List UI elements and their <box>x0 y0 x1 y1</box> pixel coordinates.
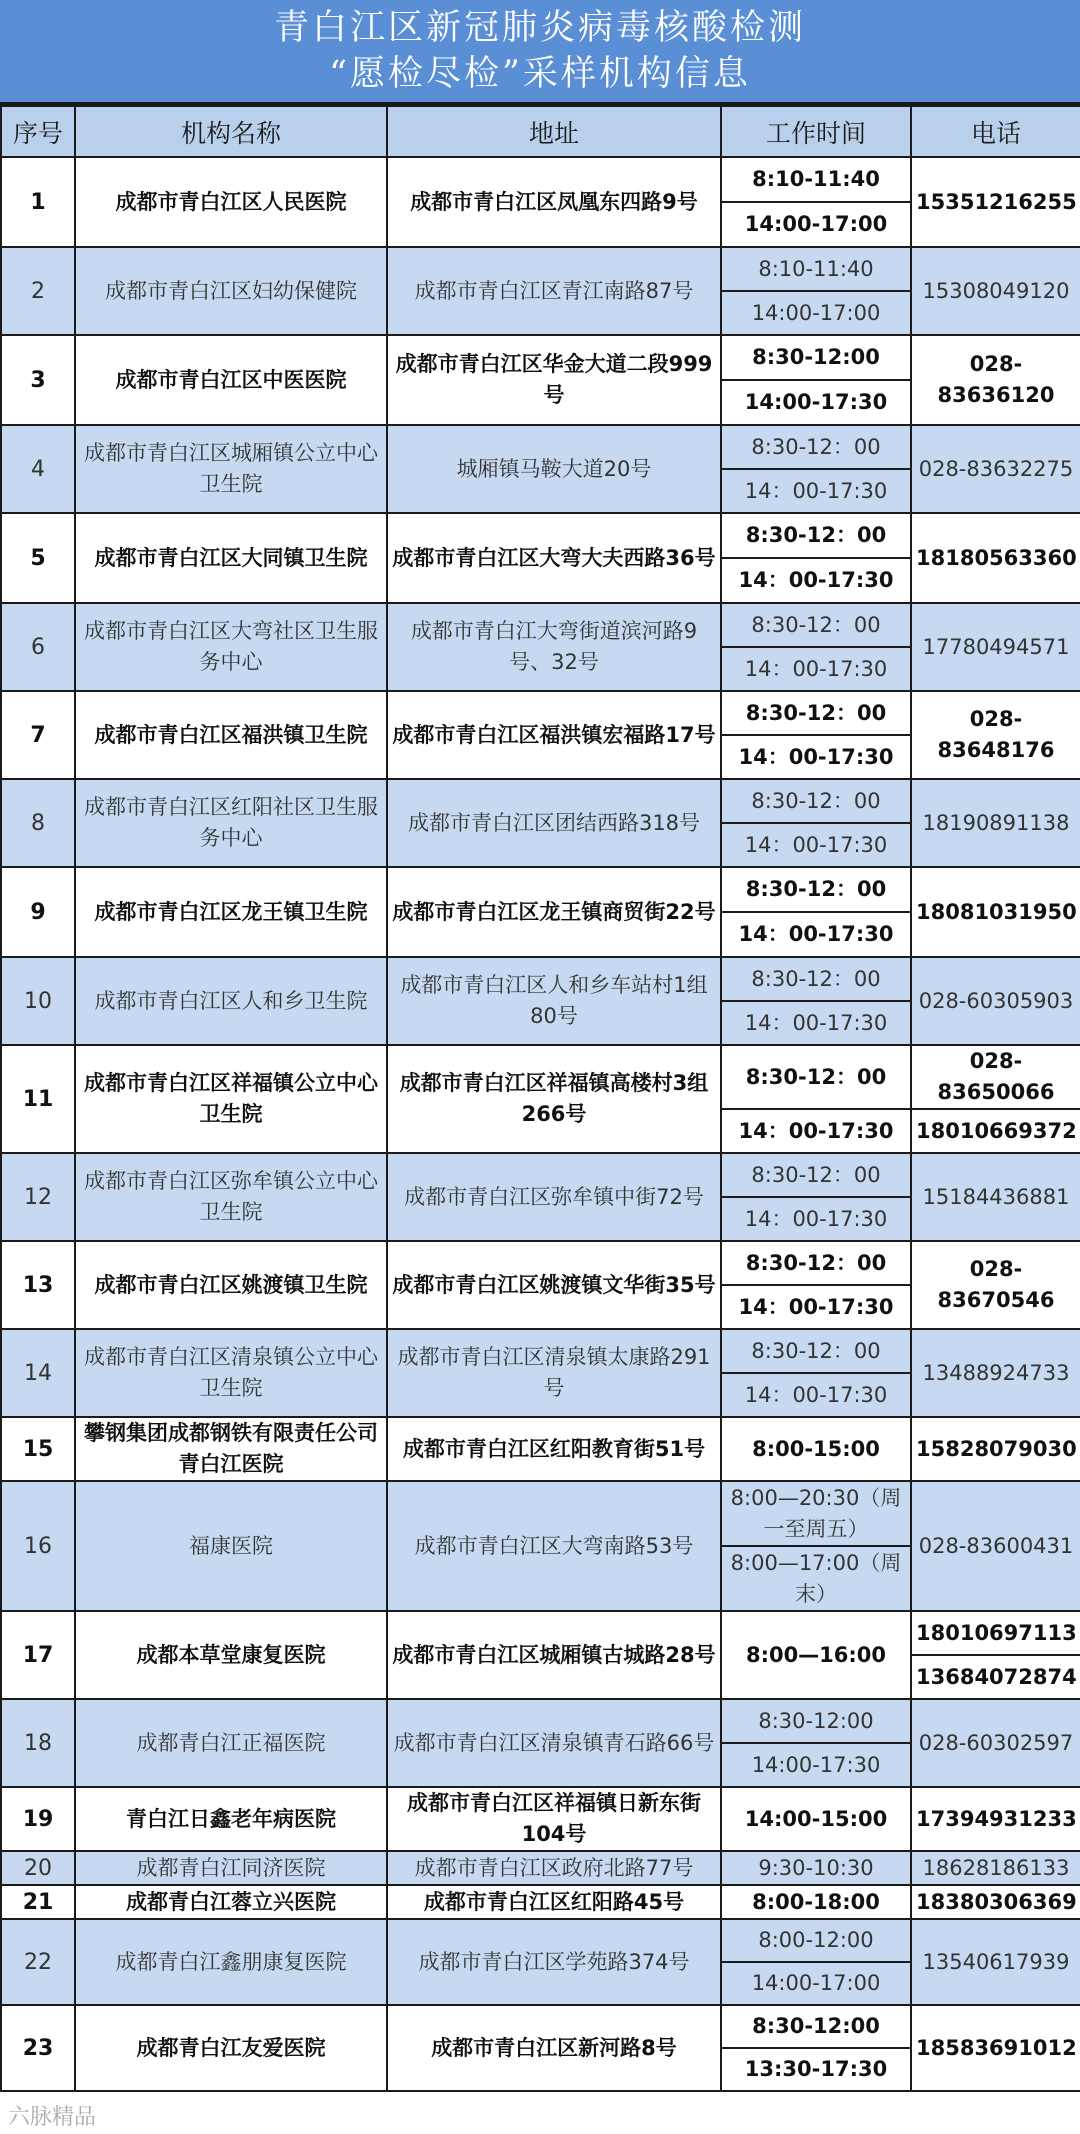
table-row <box>1 335 1080 380</box>
table-row <box>1 779 1080 823</box>
institution-address: 成都市青白江区学苑路374号 <box>387 1919 721 2005</box>
working-hours: 14:00-17:30 <box>721 380 911 425</box>
table-row <box>1 2005 1080 2048</box>
row-seq: 10 <box>1 957 75 1045</box>
institution-address: 成都市青白江区城厢镇古城路28号 <box>387 1611 721 1699</box>
table-row <box>1 1919 1080 1962</box>
header-name: 机构名称 <box>75 106 387 157</box>
institution-name: 成都市青白江区福洪镇卫生院 <box>75 691 387 779</box>
phone-number: 028-83648176 <box>911 691 1080 779</box>
working-hours: 8:30-12：00 <box>721 957 911 1001</box>
row-seq: 23 <box>1 2005 75 2091</box>
phone-number: 13684072874 <box>911 1655 1080 1699</box>
table-row <box>1 1481 1080 1546</box>
table-row <box>1 867 1080 912</box>
phone-number: 028-60305903 <box>911 957 1080 1045</box>
working-hours: 8:00—20:30（周一至周五） <box>721 1481 911 1546</box>
row-seq: 11 <box>1 1045 75 1153</box>
phone-number: 13488924733 <box>911 1329 1080 1417</box>
institution-name: 成都市青白江区清泉镇公立中心卫生院 <box>75 1329 387 1417</box>
working-hours: 8:30-12：00 <box>721 1241 911 1285</box>
phone-number: 18628186133 <box>911 1851 1080 1885</box>
institution-address: 成都市青白江区龙王镇商贸街22号 <box>387 867 721 957</box>
working-hours: 14:00-17:00 <box>721 202 911 247</box>
institution-address: 成都市青白江区祥福镇日新东街104号 <box>387 1787 721 1851</box>
institution-name: 成都青白江蓉立兴医院 <box>75 1885 387 1919</box>
phone-number: 13540617939 <box>911 1919 1080 2005</box>
institution-address: 成都市青白江大弯街道滨河路9号、32号 <box>387 603 721 691</box>
table-row <box>1 1241 1080 1285</box>
row-seq: 8 <box>1 779 75 867</box>
working-hours: 14:00-17:00 <box>721 291 911 335</box>
institution-address: 成都市青白江区清泉镇太康路291号 <box>387 1329 721 1417</box>
phone-number: 15308049120 <box>911 247 1080 335</box>
institution-address: 成都市青白江区华金大道二段999号 <box>387 335 721 425</box>
phone-number: 17394931233 <box>911 1787 1080 1851</box>
table-row <box>1 1851 1080 1885</box>
row-seq: 16 <box>1 1481 75 1611</box>
table-row <box>1 247 1080 291</box>
working-hours: 14：00-17:30 <box>721 469 911 513</box>
institution-name: 成都市青白江区妇幼保健院 <box>75 247 387 335</box>
institution-name: 成都市青白江区弥牟镇公立中心卫生院 <box>75 1153 387 1241</box>
table-row <box>1 1885 1080 1919</box>
row-seq: 2 <box>1 247 75 335</box>
working-hours: 8:10-11:40 <box>721 247 911 291</box>
phone-number: 028-83600431 <box>911 1481 1080 1611</box>
institution-address: 成都市青白江区红阳路45号 <box>387 1885 721 1919</box>
working-hours: 14：00-17:30 <box>721 1285 911 1329</box>
institution-address: 成都市青白江区青江南路87号 <box>387 247 721 335</box>
table-row <box>1 691 1080 735</box>
institution-address: 成都市青白江区姚渡镇文华街35号 <box>387 1241 721 1329</box>
working-hours: 8:00-15:00 <box>721 1417 911 1481</box>
working-hours: 8:30-12：00 <box>721 425 911 469</box>
working-hours: 8:30-12:00 <box>721 335 911 380</box>
institution-address: 成都市青白江区政府北路77号 <box>387 1851 721 1885</box>
phone-number: 028-60302597 <box>911 1699 1080 1787</box>
row-seq: 15 <box>1 1417 75 1481</box>
working-hours: 14：00-17:30 <box>721 558 911 603</box>
table-row <box>1 957 1080 1001</box>
working-hours: 8:30-12：00 <box>721 1329 911 1373</box>
working-hours: 14:00-17:30 <box>721 1743 911 1787</box>
working-hours: 8:30-12:00 <box>721 2005 911 2048</box>
phone-number: 15828079030 <box>911 1417 1080 1481</box>
working-hours: 8:00—16:00 <box>721 1611 911 1699</box>
table-row <box>1 1611 1080 1655</box>
working-hours: 8:10-11:40 <box>721 157 911 202</box>
row-seq: 21 <box>1 1885 75 1919</box>
institution-name: 成都市青白江区大同镇卫生院 <box>75 513 387 603</box>
institution-address: 城厢镇马鞍大道20号 <box>387 425 721 513</box>
table-row <box>1 425 1080 469</box>
table-row <box>1 1329 1080 1373</box>
table-row <box>1 1787 1080 1851</box>
row-seq: 5 <box>1 513 75 603</box>
working-hours: 14：00-17:30 <box>721 1197 911 1241</box>
working-hours: 8:30-12:00 <box>721 1699 911 1743</box>
institution-address: 成都市青白江区大弯大夫西路36号 <box>387 513 721 603</box>
title-line-2: “愿检尽检”采样机构信息 <box>329 54 751 94</box>
institution-table <box>0 105 1080 2092</box>
institution-name: 攀钢集团成都钢铁有限责任公司青白江医院 <box>75 1417 387 1481</box>
working-hours: 8:30-12：00 <box>721 603 911 647</box>
row-seq: 20 <box>1 1851 75 1885</box>
institution-address: 成都市青白江区弥牟镇中街72号 <box>387 1153 721 1241</box>
phone-number: 18380306369 <box>911 1885 1080 1919</box>
institution-name: 成都市青白江区龙王镇卫生院 <box>75 867 387 957</box>
phone-number: 18010697113 <box>911 1611 1080 1655</box>
phone-number: 028-83636120 <box>911 335 1080 425</box>
row-seq: 4 <box>1 425 75 513</box>
working-hours: 14：00-17:30 <box>721 735 911 779</box>
institution-name: 成都青白江友爱医院 <box>75 2005 387 2091</box>
institution-name: 成都市青白江区红阳社区卫生服务中心 <box>75 779 387 867</box>
phone-number: 028-83650066 <box>911 1045 1080 1109</box>
working-hours: 8:30-12：00 <box>721 691 911 735</box>
working-hours: 13:30-17:30 <box>721 2048 911 2091</box>
phone-number: 18081031950 <box>911 867 1080 957</box>
table-body <box>1 157 1080 2091</box>
table-row <box>1 513 1080 558</box>
phone-number: 028-83632275 <box>911 425 1080 513</box>
working-hours: 8:30-12：00 <box>721 513 911 558</box>
working-hours: 8:30-12：00 <box>721 779 911 823</box>
institution-address: 成都市青白江区福洪镇宏福路17号 <box>387 691 721 779</box>
working-hours: 8:30-12：00 <box>721 1045 911 1109</box>
phone-number: 18180563360 <box>911 513 1080 603</box>
row-seq: 9 <box>1 867 75 957</box>
institution-name: 成都青白江鑫朋康复医院 <box>75 1919 387 2005</box>
institution-name: 成都青白江同济医院 <box>75 1851 387 1885</box>
row-seq: 7 <box>1 691 75 779</box>
table-row <box>1 603 1080 647</box>
row-seq: 3 <box>1 335 75 425</box>
phone-number: 17780494571 <box>911 603 1080 691</box>
table-row <box>1 1699 1080 1743</box>
header-seq: 序号 <box>1 106 75 157</box>
institution-address: 成都市青白江区团结西路318号 <box>387 779 721 867</box>
working-hours: 8:00—17:00（周末） <box>721 1546 911 1611</box>
phone-number: 15351216255 <box>911 157 1080 247</box>
institution-address: 成都市青白江区凤凰东四路9号 <box>387 157 721 247</box>
table-row <box>1 1417 1080 1481</box>
phone-number: 18190891138 <box>911 779 1080 867</box>
institution-address: 成都市青白江区人和乡车站村1组80号 <box>387 957 721 1045</box>
institution-name: 福康医院 <box>75 1481 387 1611</box>
working-hours: 14：00-17:30 <box>721 1373 911 1417</box>
institution-address: 成都市青白江区祥福镇高楼村3组266号 <box>387 1045 721 1153</box>
working-hours: 8:00-12:00 <box>721 1919 911 1962</box>
row-seq: 17 <box>1 1611 75 1699</box>
working-hours: 9:30-10:30 <box>721 1851 911 1885</box>
working-hours: 14：00-17:30 <box>721 912 911 957</box>
working-hours: 8:30-12：00 <box>721 867 911 912</box>
row-seq: 14 <box>1 1329 75 1417</box>
institution-name: 成都本草堂康复医院 <box>75 1611 387 1699</box>
working-hours: 8:30-12：00 <box>721 1153 911 1197</box>
document-title <box>0 0 1080 105</box>
phone-number: 028-83670546 <box>911 1241 1080 1329</box>
institution-address: 成都市青白江区新河路8号 <box>387 2005 721 2091</box>
title-line-1: 青白江区新冠肺炎病毒核酸检测 <box>273 8 806 48</box>
institution-name: 成都市青白江区大弯社区卫生服务中心 <box>75 603 387 691</box>
institution-name: 成都市青白江区姚渡镇卫生院 <box>75 1241 387 1329</box>
table-row <box>1 157 1080 202</box>
working-hours: 14：00-17:30 <box>721 823 911 867</box>
institution-name: 成都市青白江区人和乡卫生院 <box>75 957 387 1045</box>
working-hours: 14：00-17:30 <box>721 647 911 691</box>
row-seq: 12 <box>1 1153 75 1241</box>
phone-number: 18010669372 <box>911 1109 1080 1153</box>
institution-address: 成都市青白江区红阳教育街51号 <box>387 1417 721 1481</box>
table-row <box>1 1045 1080 1109</box>
row-seq: 13 <box>1 1241 75 1329</box>
header-hours: 工作时间 <box>721 106 911 157</box>
phone-number: 15184436881 <box>911 1153 1080 1241</box>
row-seq: 22 <box>1 1919 75 2005</box>
row-seq: 19 <box>1 1787 75 1851</box>
row-seq: 18 <box>1 1699 75 1787</box>
institution-name: 成都市青白江区城厢镇公立中心卫生院 <box>75 425 387 513</box>
table-row <box>1 1153 1080 1197</box>
working-hours: 14:00-17:00 <box>721 1962 911 2005</box>
header-phone: 电话 <box>911 106 1080 157</box>
watermark-text: 六脉精品 <box>8 2105 97 2130</box>
row-seq: 6 <box>1 603 75 691</box>
working-hours: 8:00-18:00 <box>721 1885 911 1919</box>
table-header-row <box>1 106 1080 157</box>
institution-name: 成都市青白江区人民医院 <box>75 157 387 247</box>
working-hours: 14：00-17:30 <box>721 1109 911 1153</box>
institution-name: 青白江日鑫老年病医院 <box>75 1787 387 1851</box>
institution-address: 成都市青白江区清泉镇青石路66号 <box>387 1699 721 1787</box>
institution-name: 成都市青白江区祥福镇公立中心卫生院 <box>75 1045 387 1153</box>
working-hours: 14：00-17:30 <box>721 1001 911 1045</box>
institution-name: 成都市青白江区中医医院 <box>75 335 387 425</box>
institution-name: 成都青白江正福医院 <box>75 1699 387 1787</box>
header-address: 地址 <box>387 106 721 157</box>
row-seq: 1 <box>1 157 75 247</box>
institution-address: 成都市青白江区大弯南路53号 <box>387 1481 721 1611</box>
working-hours: 14:00-15:00 <box>721 1787 911 1851</box>
phone-number: 18583691012 <box>911 2005 1080 2091</box>
